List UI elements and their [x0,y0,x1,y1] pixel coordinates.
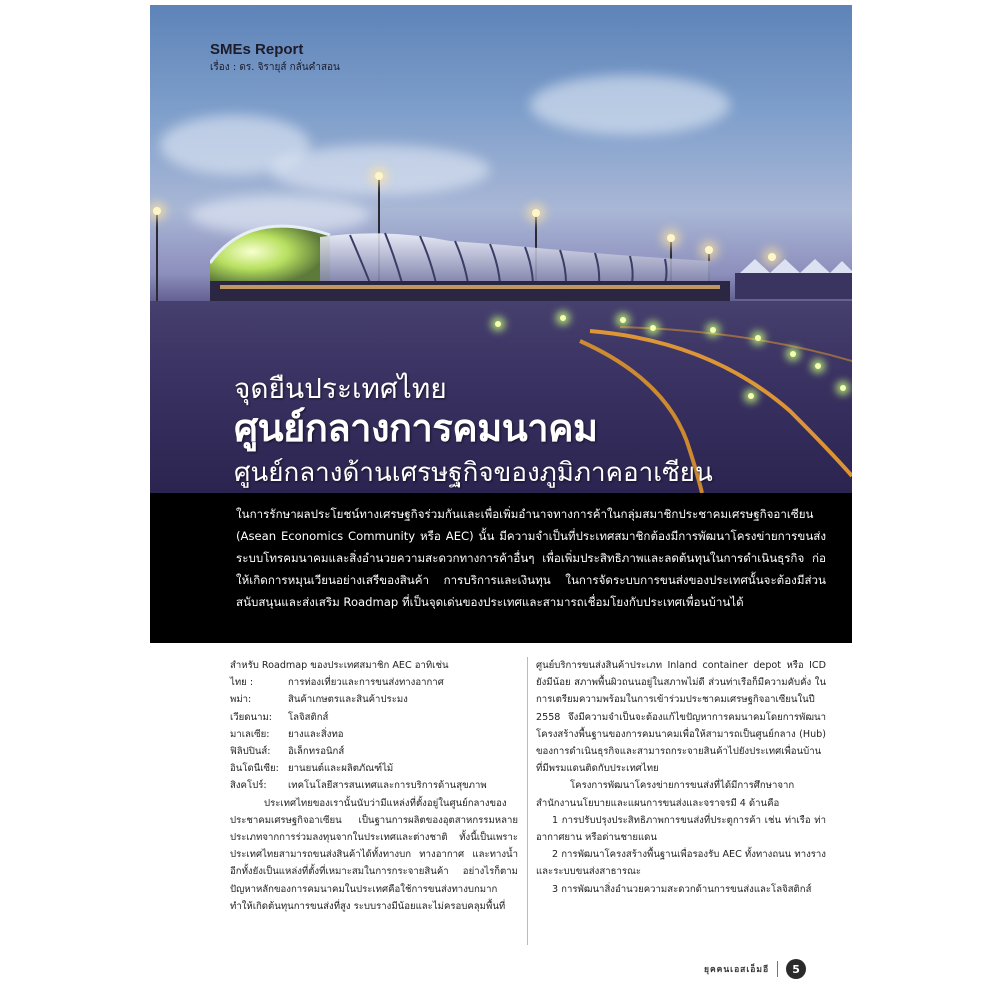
roadmap-row: อินโดนีเซีย: ยานยนต์และผลิตภัณฑ์ไม้ [230,763,394,775]
list-item: 3 การพัฒนาสิ่งอำนวยความสะดวกด้านการขนส่งและโลจิสติกส์ [552,883,812,895]
body-paragraph: โครงการพัฒนาโครงข่ายการขนส่งที่ได้มีการศึกษาจากสำนักงานนโยบายและแผนการขนส่งและจราจรมี 4 ด้านคือ [536,780,795,809]
headline-line-2: ศูนย์กลางการคมนาคม [234,406,598,450]
footer-divider [777,961,778,977]
roadmap-row: พม่า: สินค้าเกษตรและสินค้าประมง [230,694,408,706]
magazine-page [150,5,852,995]
list-item: 2 การพัฒนาโครงสร้างพื้นฐานเพื่อรองรับ AEC ทั้งทางถนน ทางราง และระบบขนส่งสาธารณะ [536,849,826,878]
page-number: 5 [786,959,806,979]
page-footer [704,957,806,981]
terminal-building [210,213,852,301]
body-paragraph: ศูนย์บริการขนส่งสินค้าประเภท Inland container depot หรือ ICD ยังมีน้อย สภาพพื้นผิวถนนอยู่ในสภาพไม่ดี ส่วนท่าเรือก็มีความคับคั่ง ในการเตรียมความพร้อมในการเข้าร่วมประชาคมเศรษฐกิจอาเซียนในปี 2558 จึงมีความจำเป็นจะต้องแก้ไขปัญหาการคมนาคมโดยการพัฒนาโครงสร้างพื้นฐานของการคมนาคมเพื่อให้สามารถเป็นศูนย์กลาง (Hub) ของการดำเนินธุรกิจและสามารถกระจายสินค้าไปยังประเทศเพื่อนบ้านที่มีพรมแดนติดกับประเทศไทย [536,660,826,775]
headline-line-1: จุดยืนประเทศไทย [234,372,447,405]
list-item: 1 การปรับปรุงประสิทธิภาพการขนส่งที่ประตูการค้า เช่น ท่าเรือ ท่าอากาศยาน หรือด่านชายแดน [536,814,826,844]
magazine-name: ยุคคนเอสเอ็มอี [704,965,770,975]
intro-paragraph: ในการรักษาผลประโยชน์ทางเศรษฐกิจร่วมกันและเพื่อเพิ่มอำนาจทางการค้าในกลุ่มสมาชิกประชาคมเศรษฐกิจอาเซียน (Asean Economics Community หรือ AEC) นั้น มีความจำเป็นที่ประเทศสมาชิกต้องมีการพัฒนาโครงข่ายการขนส่ง ระบบโทรคมนาคมและสิ่งอำนวยความสะดวกทางการค้าอื่นๆ เพื่อเพิ่มประสิทธิภาพและลดต้นทุนในการดำเนินธุรกิจ ก่อให้เกิดการหมุนเวียนอย่างเสรีของสินค้า การบริการและเงินทุน ในการจัดระบบการขนส่งของประเทศนั้นจะต้องมีส่วนสนับสนุนและส่งเสริม Roadmap ที่เป็นจุดเด่นของประเทศและสามารถเชื่อมโยงกับประเทศเพื่อนบ้านได้ [236,507,826,609]
intro-band [150,493,852,643]
column-divider [527,657,528,945]
roadmap-row: มาเลเซีย: ยางและสิ่งทอ [230,728,344,740]
airport-hero-photo [150,5,852,493]
roadmap-title: สำหรับ Roadmap ของประเทศสมาชิก AEC อาทิเช่น [230,660,449,671]
left-column [230,657,518,915]
roadmap-row: สิงคโปร์: เทคโนโลยีสารสนเทศและการบริการด้านสุขภาพ [230,780,487,792]
section-kicker: SMEs Report [210,41,304,58]
byline: เรื่อง : ดร. จิรายุส์ กลั่นคำสอน [210,62,340,73]
right-column [536,657,826,898]
headline-line-3: ศูนย์กลางด้านเศรษฐกิจของภูมิภาคอาเซียน [234,458,713,488]
body-paragraph: ประเทศไทยของเรานั้นนับว่ามีแหล่งที่ตั้งอยู่ในศูนย์กลางของประชาคมเศรษฐกิจอาเซียน เป็นฐานการผลิตของอุตสาหกรรมหลายประเภทจากการร่วมลงทุนจากในประเทศและต่างชาติ ทั้งนี้เป็นเพราะประเทศไทยสามารถขนส่งสินค้าได้ทั้งทางบก ทางอากาศ และทางน้ำ อีกทั้งยังเป็นแหล่งที่ตั้งที่เหมาะสมในการกระจายสินค้า อย่างไรก็ตาม ปัญหาหลักของการคมนาคมในประเทศคือใช้การขนส่งทางบกมากทำให้เกิดต้นทุนการขนส่งที่สูง ระบบรางมีน้อยและไม่ครอบคลุมพื้นที่ [230,797,518,912]
roadmap-row: เวียดนาม: โลจิสติกส์ [230,711,329,723]
roadmap-row: ไทย : การท่องเที่ยวและการขนส่งทางอากาศ [230,677,444,689]
roadmap-list [230,674,518,794]
roadmap-row: ฟิลิปปินส์: อิเล็กทรอนิกส์ [230,746,345,758]
